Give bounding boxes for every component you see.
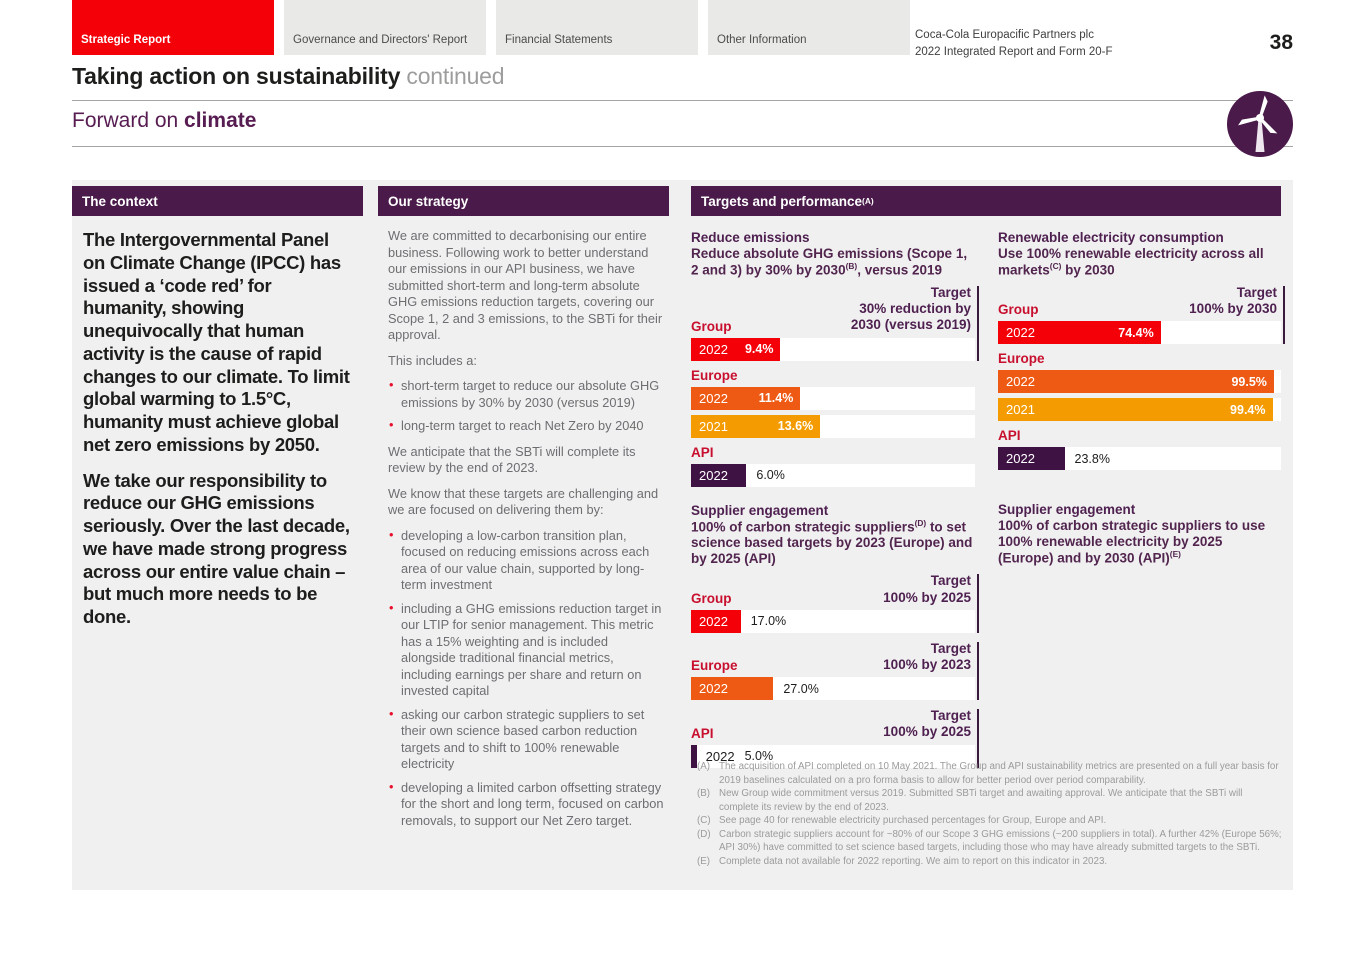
chart-head-row bbox=[691, 708, 975, 740]
bar-year-label: 2022 bbox=[699, 613, 728, 629]
group-label-europe: Europe bbox=[998, 351, 1045, 367]
panel-header-targets bbox=[691, 186, 1281, 216]
footnote-text: Carbon strategic suppliers account for ~80% of our Scope 3 GHG emissions (~200 suppliers in total). A further 42% (Europe 56%; API 30%) have committed to set science based targets, including those who may have already submitted targets to the SBTi. bbox=[719, 828, 1282, 854]
bar-value-label: 99.5% bbox=[1231, 374, 1267, 389]
chart-bar-track bbox=[691, 610, 975, 633]
footnote-ref: (B) bbox=[845, 260, 858, 271]
footnote-c bbox=[697, 814, 1283, 828]
bar-value-label: 17.0% bbox=[750, 614, 787, 629]
wind-turbine-icon bbox=[1227, 91, 1293, 157]
footnote-text: New Group wide commitment versus 2019. Submitted SBTi target and awaiting approval. We anticipate that the SBTi will complete its review by the end of 2023. bbox=[719, 788, 1243, 813]
chart-bar-2022 bbox=[691, 610, 741, 633]
footnote-ref: (D) bbox=[914, 517, 927, 528]
chart-bar-track bbox=[998, 447, 1281, 470]
group-label-group: Group bbox=[691, 590, 732, 606]
chart-bar-track bbox=[691, 387, 975, 410]
strategy-paragraph: We know that these targets are challenging and we are focused on delivering them by: bbox=[388, 485, 659, 517]
targets-header-text: Targets and performance bbox=[701, 193, 863, 209]
bar-value-label: 11.4% bbox=[758, 391, 794, 406]
footnote-b bbox=[697, 787, 1283, 814]
bar-value-label: 6.0% bbox=[756, 468, 785, 483]
chart-title: Supplier engagement bbox=[691, 502, 829, 518]
target-label bbox=[883, 641, 975, 673]
text-run: Reduce absolute GHG emissions (Scope 1, 2 and 3) by 30% by 2030 bbox=[691, 246, 968, 278]
target-detail: 2030 (versus 2019) bbox=[850, 317, 971, 333]
chart-bar-track bbox=[998, 398, 1281, 421]
chart-bar-2022 bbox=[998, 321, 1161, 344]
divider bbox=[72, 146, 1293, 147]
footnote-text: See page 40 for renewable electricity purchased percentages for Group, Europe and API. bbox=[719, 815, 1107, 827]
target-line bbox=[977, 642, 979, 700]
bar-year-label: 2021 bbox=[699, 418, 728, 434]
bar-value-label: 27.0% bbox=[783, 681, 819, 696]
publisher-line-2: 2022 Integrated Report and Form 20-F bbox=[915, 46, 1113, 59]
targets-column-left bbox=[691, 230, 975, 776]
bar-year-label: 2022 bbox=[699, 681, 728, 697]
page-title-main: Taking action on sustainability bbox=[72, 63, 401, 89]
chart-bar-2022 bbox=[998, 370, 1274, 393]
target-heading: Target bbox=[1236, 285, 1277, 301]
target-zone bbox=[691, 573, 975, 632]
context-paragraph-2: We take our responsibility to reduce our GHG emissions seriously. Over the last decade, we have made strong progress across our entire value chain – but much more needs to be done. bbox=[83, 469, 350, 627]
chart-supplier-engagement-renewable bbox=[998, 502, 1281, 566]
chart-subtitle bbox=[691, 246, 975, 278]
chart-head-row bbox=[998, 285, 1281, 317]
bar-year-label: 2021 bbox=[1006, 402, 1035, 418]
chart-bar-track bbox=[691, 338, 975, 361]
content-area bbox=[72, 180, 1293, 890]
tab-financial-statements[interactable]: Financial Statements bbox=[496, 0, 698, 55]
chart-title: Supplier engagement bbox=[998, 502, 1136, 518]
bar-year-label: 2022 bbox=[699, 390, 728, 406]
chart-head-row bbox=[691, 573, 975, 605]
chart-head-row bbox=[691, 285, 975, 334]
section-title-emphasis: climate bbox=[184, 109, 257, 132]
bar-year-label: 2022 bbox=[1006, 451, 1035, 467]
bar-value-label: 74.4% bbox=[1118, 325, 1154, 340]
text-run: to set science based targets by 2023 (Europe) and by 2025 (API) bbox=[691, 519, 973, 566]
bullet-item: • asking our carbon strategic suppliers to set their own science based carbon reduction targets and to shift to 100% renewable electricity bbox=[388, 707, 665, 773]
footnote-ref: (C) bbox=[1049, 260, 1062, 271]
group-label-europe: Europe bbox=[691, 367, 738, 383]
target-heading: Target bbox=[930, 285, 971, 301]
footnote-a bbox=[697, 760, 1283, 787]
divider bbox=[72, 100, 1293, 101]
bar-value-label: 13.6% bbox=[777, 419, 814, 434]
bar-year-label: 2022 bbox=[705, 748, 735, 764]
bar-year-label: 2022 bbox=[1006, 325, 1035, 341]
strategy-bullet-list bbox=[388, 528, 665, 830]
section-title-prefix: Forward on bbox=[72, 109, 185, 132]
chart-bar-2021 bbox=[691, 415, 820, 438]
chart-bar-track bbox=[691, 415, 975, 438]
group-label-group: Group bbox=[691, 318, 732, 334]
group-label-api: API bbox=[691, 725, 714, 741]
target-label bbox=[883, 708, 975, 740]
target-detail: 100% by 2025 bbox=[883, 724, 971, 740]
footnote-label: (A) bbox=[697, 761, 711, 772]
publisher-info bbox=[915, 27, 1113, 62]
strategy-paragraph: This includes a: bbox=[388, 352, 477, 368]
page-number: 38 bbox=[1269, 31, 1293, 54]
chart-supplier-engagement-targets bbox=[691, 503, 975, 768]
footnote-ref-a: (A) bbox=[862, 196, 874, 206]
target-line bbox=[977, 286, 979, 361]
chart-bar-track bbox=[998, 370, 1281, 393]
target-line bbox=[1283, 286, 1285, 344]
chart-bar-2022 bbox=[998, 447, 1065, 470]
bar-value-label: 5.0% bbox=[744, 749, 774, 764]
target-label bbox=[883, 573, 975, 605]
bullet-item: • including a GHG emissions reduction target in our LTIP for senior management. This metric has a 15% weighting and is included alongside traditional financial metrics, including earnings per share and return on invested capital bbox=[388, 601, 665, 700]
footnote-e bbox=[697, 855, 1283, 869]
strategy-paragraph: We anticipate that the SBTi will complete its review by the end of 2023. bbox=[388, 443, 636, 475]
chart-reduce-emissions bbox=[691, 230, 975, 487]
tab-other-information[interactable]: Other Information bbox=[708, 0, 910, 55]
bullet-item: • developing a limited carbon offsetting strategy for the short and long term, focused on carbon removals, to support our Net Zero target. bbox=[388, 780, 665, 830]
target-heading: Target bbox=[930, 640, 971, 656]
footnote-text: Complete data not available for 2022 reporting. We aim to report on this indicator in 2023. bbox=[719, 855, 1108, 867]
panel-header-context: The context bbox=[72, 186, 363, 216]
section-title bbox=[72, 109, 256, 133]
footnote-label: (D) bbox=[697, 828, 711, 840]
top-tab-bar bbox=[72, 0, 910, 55]
target-line bbox=[977, 709, 979, 767]
bar-value-label: 9.4% bbox=[744, 342, 774, 357]
group-label-api: API bbox=[998, 428, 1021, 444]
chart-renewable-electricity bbox=[998, 230, 1281, 470]
publisher-line-1: Coca-Cola Europacific Partners plc bbox=[915, 29, 1094, 41]
chart-bar-2022 bbox=[691, 677, 773, 700]
target-detail: 30% reduction by bbox=[859, 301, 971, 317]
page-title bbox=[72, 63, 504, 90]
target-detail: 100% by 2025 bbox=[883, 589, 971, 605]
panel-header-strategy: Our strategy bbox=[378, 186, 669, 216]
text-run: by 2030 bbox=[1061, 262, 1115, 278]
chart-subtitle bbox=[998, 518, 1281, 566]
context-body bbox=[72, 216, 363, 629]
target-line bbox=[977, 574, 979, 632]
footnote-label: (C) bbox=[697, 815, 711, 827]
group-label-europe: Europe bbox=[691, 658, 738, 674]
chart-subtitle bbox=[691, 519, 975, 567]
text-run: 100% of carbon strategic suppliers bbox=[691, 519, 915, 535]
bar-year-label: 2022 bbox=[699, 467, 728, 483]
tab-governance-and-directors-report[interactable]: Governance and Directors' Report bbox=[284, 0, 486, 55]
footnote-ref: (E) bbox=[1169, 549, 1181, 559]
footnote-d bbox=[697, 828, 1283, 855]
target-zone bbox=[691, 641, 975, 700]
chart-subtitle bbox=[998, 246, 1281, 278]
targets-panel bbox=[691, 186, 1282, 867]
context-paragraph-1: The Intergovernmental Panel on Climate Change (IPCC) has issued a ‘code red’ for humanity, showing unequivocally that human activity is the cause of rapid changes to our climate. To limit global warming to 1.5°C, humanity must achieve global net zero emissions by 2050. bbox=[83, 229, 350, 455]
group-label-group: Group bbox=[998, 302, 1039, 318]
target-zone bbox=[691, 708, 975, 767]
bullet-item: • short-term target to reduce our absolute GHG emissions by 30% by 2030 (versus 2019) bbox=[388, 378, 665, 411]
text-run: Use 100% renewable electricity across all markets bbox=[998, 246, 1264, 278]
tab-strategic-report[interactable]: Strategic Report bbox=[72, 0, 274, 55]
text-run: , versus 2019 bbox=[857, 262, 943, 278]
footnote-label: (B) bbox=[697, 788, 711, 800]
chart-bar-2022 bbox=[691, 387, 800, 410]
bullet-item: • long-term target to reach Net Zero by 2040 bbox=[388, 418, 665, 435]
strategy-paragraph: We are committed to decarbonising our entire business. Following work to better understand our emissions in our API business, we have submitted short-term and long-term absolute GHG emissions reduction targets, covering our Scope 1, 2 and 3 emissions, to the SBTi for their approval. bbox=[388, 228, 663, 342]
chart-bar-2021 bbox=[998, 398, 1273, 421]
chart-bar-2022 bbox=[691, 338, 780, 361]
target-heading: Target bbox=[930, 573, 971, 589]
footnote-text: The acquisition of API completed on 10 May 2021. The Group and API sustainability metrics are presented on a full year basis for 2019 baselines calculated on a pro forma basis to allow for better period over period comparability. bbox=[719, 761, 1279, 786]
chart-title: Reduce emissions bbox=[691, 230, 810, 245]
strategy-panel bbox=[378, 186, 669, 838]
target-label bbox=[1189, 285, 1281, 317]
chart-bar-track bbox=[691, 464, 975, 487]
target-heading: Target bbox=[930, 708, 971, 724]
footnote-label: (E) bbox=[697, 855, 711, 867]
bar-year-label: 2022 bbox=[699, 341, 728, 357]
group-label-api: API bbox=[691, 444, 714, 460]
target-detail: 100% by 2030 bbox=[1189, 301, 1277, 317]
target-detail: 100% by 2023 bbox=[883, 657, 971, 673]
bullet-item: • developing a low-carbon transition plan, focused on reducing emissions across each area of our value chain, supported by long-term investment bbox=[388, 528, 665, 594]
chart-bar-track bbox=[691, 677, 975, 700]
context-panel bbox=[72, 186, 363, 642]
chart-bar-2022 bbox=[691, 464, 746, 487]
chart-title: Renewable electricity consumption bbox=[998, 230, 1224, 245]
chart-head-row bbox=[691, 641, 975, 673]
target-zone bbox=[998, 285, 1281, 344]
page-title-continued: continued bbox=[400, 63, 505, 89]
text-run: 100% of carbon strategic suppliers to use 100% renewable electricity by 2025 (Europe) and by 2030 (API) bbox=[998, 518, 1266, 566]
chart-bar-track bbox=[998, 321, 1281, 344]
targets-column-right bbox=[998, 230, 1281, 573]
target-zone bbox=[691, 285, 975, 361]
strategy-body bbox=[378, 216, 669, 829]
strategy-bullet-list bbox=[388, 378, 665, 435]
footnotes bbox=[691, 760, 1283, 868]
bar-value-label: 99.4% bbox=[1230, 402, 1266, 417]
bar-value-label: 23.8% bbox=[1074, 451, 1110, 466]
bar-year-label: 2022 bbox=[1006, 374, 1035, 390]
target-label bbox=[851, 285, 975, 334]
